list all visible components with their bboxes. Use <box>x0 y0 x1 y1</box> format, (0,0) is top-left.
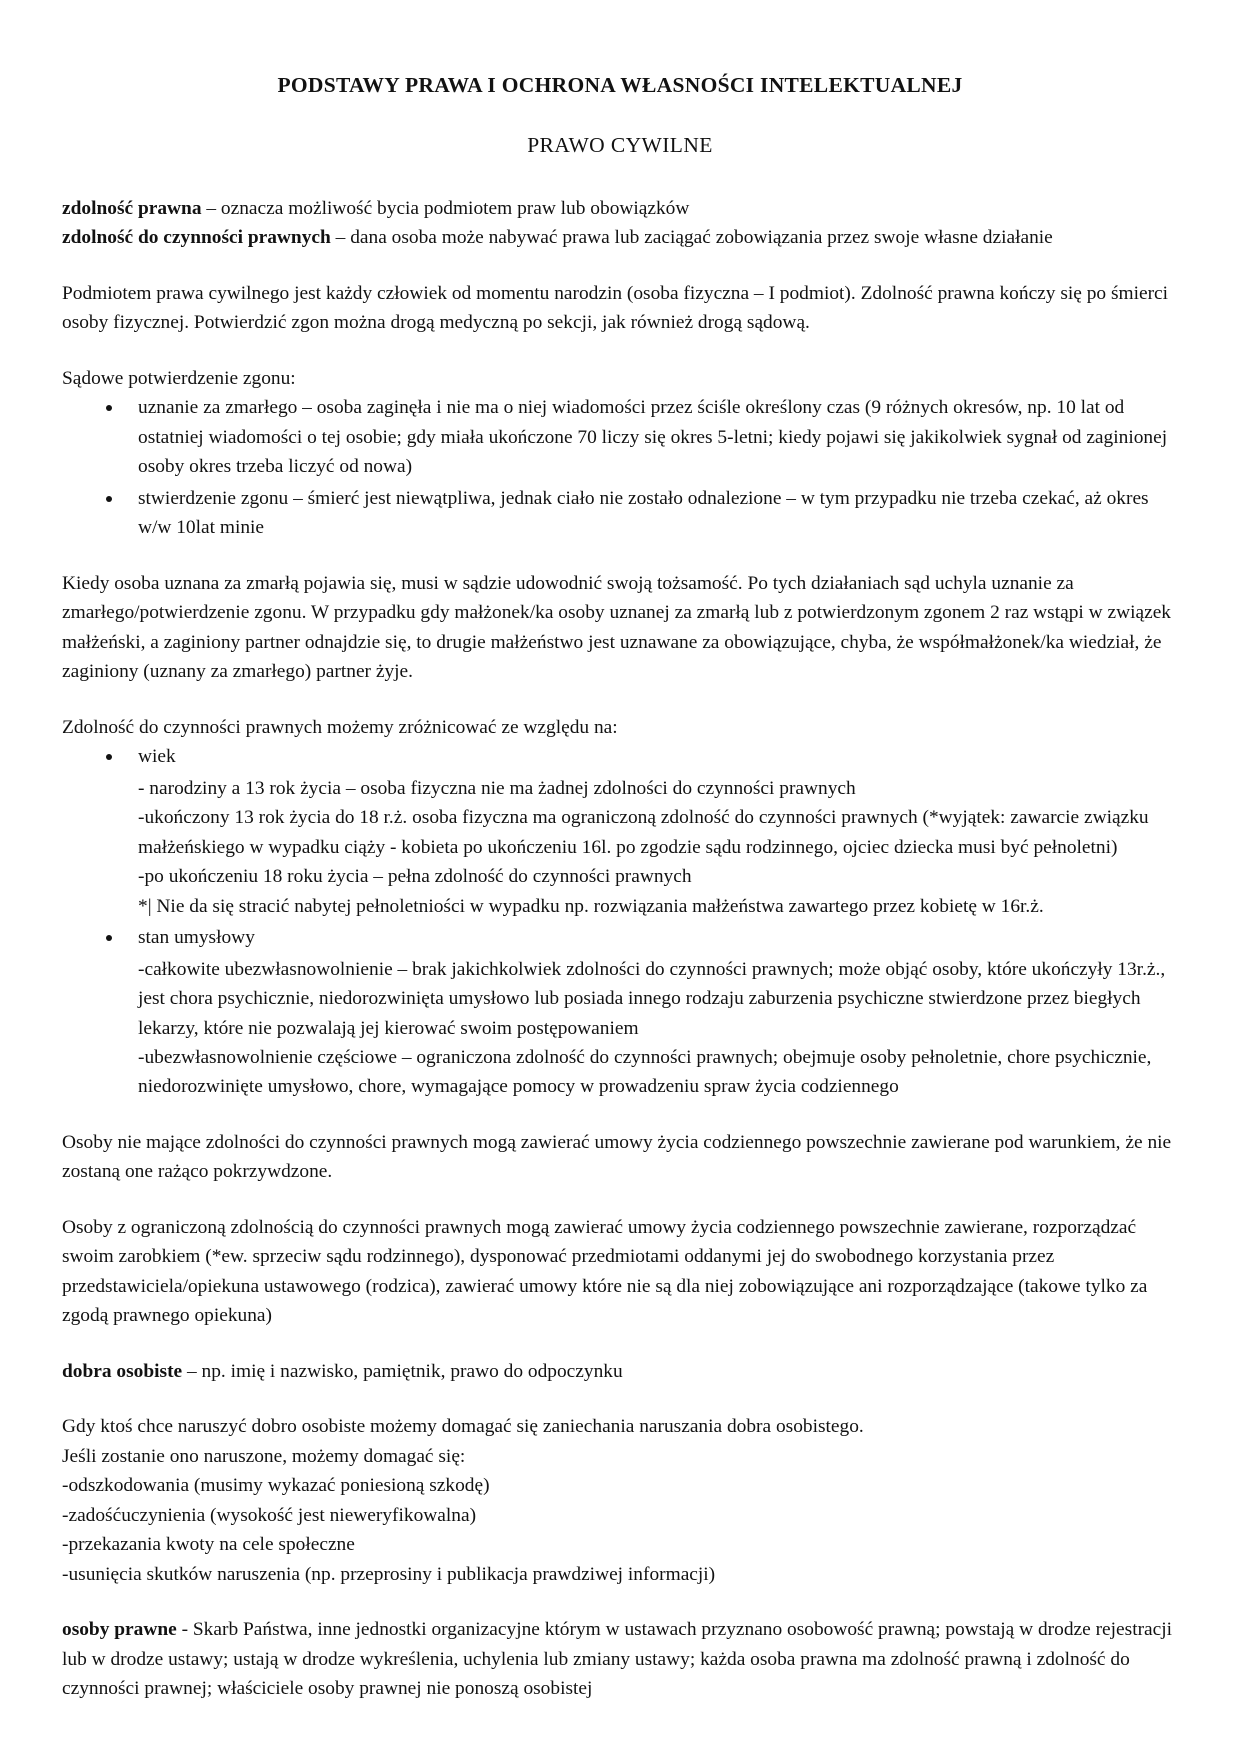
list-item-stan-umyslowy: stan umysłowy <box>62 923 1178 952</box>
paragraph-osoby-nie-majace: Osoby nie mające zdolności do czynności prawnych mogą zawierać umowy życia codziennego powszechnie zawierane pod warunkiem, że nie zostaną one rażąco pokrzywdzone. <box>62 1131 1172 1183</box>
bullet-list-sadowe <box>62 393 1178 542</box>
definition-text-osoby-prawne: - Skarb Państwa, inne jednostki organizacyjne którym w ustawach przyznano osobowość prawną; powstają w drodze rejestracji lub w drodze ustawy; ustają w drodze wykreślenia, uchylenia lub zmiany ustawy; każda osoba prawna ma zdolność prawną i zdolność do czynności prawnej; właściciele osoby prawnej nie ponoszą osobistej <box>62 1619 1173 1700</box>
wiek-line: -po ukończeniu 18 roku życia – pełna zdolność do czynności prawnych <box>138 866 692 888</box>
definition-text-zdolnosc-prawna: – oznacza możliwość bycia podmiotem praw lub obowiązków <box>201 197 690 219</box>
page-title: PODSTAWY PRAWA I OCHRONA WŁASNOŚCI INTELEKTUALNEJ <box>277 73 963 97</box>
term-zdolnosc-czynnosci: zdolność do czynności prawnych <box>62 227 331 249</box>
naruszenie-line: -usunięcia skutków naruszenia (np. przeprosiny i publikacja prawdziwej informacji) <box>62 1563 716 1585</box>
naruszenie-line: -odszkodowania (musimy wykazać poniesioną szkodę) <box>62 1475 490 1497</box>
wiek-detail-lines <box>62 774 1178 921</box>
list-item-wiek: wiek <box>62 742 1178 771</box>
stan-line: -całkowite ubezwłasnowolnienie – brak jakichkolwiek zdolności do czynności prawnych; może objąć osoby, które ukończyły 13r.ż., jest chora psychicznie, niedorozwinięta umysłowo lub posiada innego rodzaju zaburzenia psychiczne stwierdzone przez biegłych lekarzy, które nie pozwalają jej kierować swoim postępowaniem <box>138 958 1166 1039</box>
term-zdolnosc-prawna: zdolność prawna <box>62 197 202 219</box>
list-item: stwierdzenie zgonu – śmierć jest niewątpliwa, jednak ciało nie zostało odnalezione – w tym przypadku nie trzeba czekać, aż okres w/w 10lat minie <box>62 484 1178 543</box>
bullet-list-stan <box>62 923 1178 952</box>
heading-zroznicowanie: Zdolność do czynności prawnych możemy zróżnicować ze względu na: <box>62 716 618 738</box>
definition-text-dobra-osobiste: – np. imię i nazwisko, pamiętnik, prawo do odpoczynku <box>182 1360 623 1382</box>
paragraph-osoby-ograniczone-block <box>62 1213 1178 1331</box>
paragraph-osoby-nie-majace-block <box>62 1128 1178 1187</box>
naruszenie-line: Jeśli zostanie ono naruszone, możemy domagać się: <box>62 1445 466 1467</box>
wiek-line: - narodziny a 13 rok życia – osoba fizyczna nie ma żadnej zdolności do czynności prawnych <box>138 777 856 799</box>
zroznicowanie-block <box>62 713 1178 1102</box>
heading-sadowe: Sądowe potwierdzenie zgonu: <box>62 367 296 389</box>
naruszenie-line: Gdy ktoś chce naruszyć dobro osobiste możemy domagać się zaniechania naruszania dobra osobistego. <box>62 1416 864 1438</box>
page-subtitle: PRAWO CYWILNE <box>527 132 713 157</box>
naruszenie-line: -przekazania kwoty na cele społeczne <box>62 1534 355 1556</box>
definition-zdolnosc-czynnosci <box>62 223 1178 252</box>
term-osoby-prawne: osoby prawne <box>62 1619 177 1641</box>
paragraph-osoby-ograniczone: Osoby z ograniczoną zdolnością do czynności prawnych mogą zawierać umowy życia codziennego powszechnie zawierane, rozporządzać swoim zarobkiem (*ew. sprzeciw sądu rodzinnego), dysponować przedmiotami oddanymi jej do swobodnego korzystania przez przedstawiciela/opiekuna ustawowego (rodzica), zawierać umowy które nie są dla niej zobowiązujące ani rozporządzające (takowe tylko za zgodą prawnego opiekuna) <box>62 1216 1148 1327</box>
paragraph-podmiot-block <box>62 279 1178 338</box>
definition-osoby-prawne <box>62 1615 1178 1703</box>
list-item: uznanie za zmarłego – osoba zaginęła i nie ma o niej wiadomości przez ściśle określony czas (9 różnych okresów, np. 10 lat od ostatniej wiadomości o tej osobie; gdy miała ukończone 70 liczy się okres 5-letni; kiedy pojawi się jakikolwiek sygnał od zaginionej osoby okres trzeba liczyć od nowa) <box>62 393 1178 481</box>
paragraph-kiedy-block <box>62 569 1178 687</box>
definition-dobra-osobiste <box>62 1357 1178 1386</box>
dobra-osobiste-block <box>62 1357 1178 1386</box>
sadowe-block <box>62 364 1178 543</box>
wiek-line: *| Nie da się stracić nabytej pełnoletniości w wypadku np. rozwiązania małżeństwa zawartego przez kobietę w 16r.ż. <box>138 895 1044 917</box>
naruszenie-block <box>62 1412 1178 1589</box>
definitions-block <box>62 194 1178 253</box>
definition-text-zdolnosc-czynnosci: – dana osoba może nabywać prawa lub zaciągać zobowiązania przez swoje własne działanie <box>330 227 1053 249</box>
paragraph-kiedy: Kiedy osoba uznana za zmarłą pojawia się, musi w sądzie udowodnić swoją tożsamość. Po tych działaniach sąd uchyla uznanie za zmarłego/potwierdzenie zgonu. W przypadku gdy małżonek/ka osoby uznanej za zmarłą lub z potwierdzonym zgonem 2 raz wstąpi w związek małżeński, a zaginiony partner odnajdzie się, to drugie małżeństwo jest uznawane za obowiązujące, chyba, że współmałżonek/ka wiedział, że zaginiony (uznany za zmarłego) partner żyje. <box>62 572 1171 683</box>
naruszenie-line: -zadośćuczynienia (wysokość jest nieweryfikowalna) <box>62 1504 477 1526</box>
definition-zdolnosc-prawna <box>62 194 1178 223</box>
wiek-line: -ukończony 13 rok życia do 18 r.ż. osoba fizyczna ma ograniczoną zdolność do czynności prawnych (*wyjątek: zawarcie związku małżeńskiego w wypadku ciąży - kobieta po ukończeniu 16l. po zgodzie sądu rodzinnego, ojciec dziecka musi być pełnoletni) <box>138 807 1149 858</box>
stan-detail-lines <box>62 955 1178 1102</box>
bullet-list-kryteria <box>62 742 1178 771</box>
osoby-prawne-block <box>62 1615 1178 1703</box>
term-dobra-osobiste: dobra osobiste <box>62 1360 183 1382</box>
stan-line: -ubezwłasnowolnienie częściowe – ograniczona zdolność do czynności prawnych; obejmuje osoby pełnoletnie, chore psychicznie, niedorozwinięte umysłowo, chore, wymagające pomocy w prowadzeniu spraw życia codziennego <box>138 1046 1152 1098</box>
paragraph-podmiot: Podmiotem prawa cywilnego jest każdy człowiek od momentu narodzin (osoba fizyczna – I podmiot). Zdolność prawna kończy się po śmierci osoby fizycznej. Potwierdzić zgon można drogą medyczną po sekcji, jak również drogą sądową. <box>62 282 1169 334</box>
